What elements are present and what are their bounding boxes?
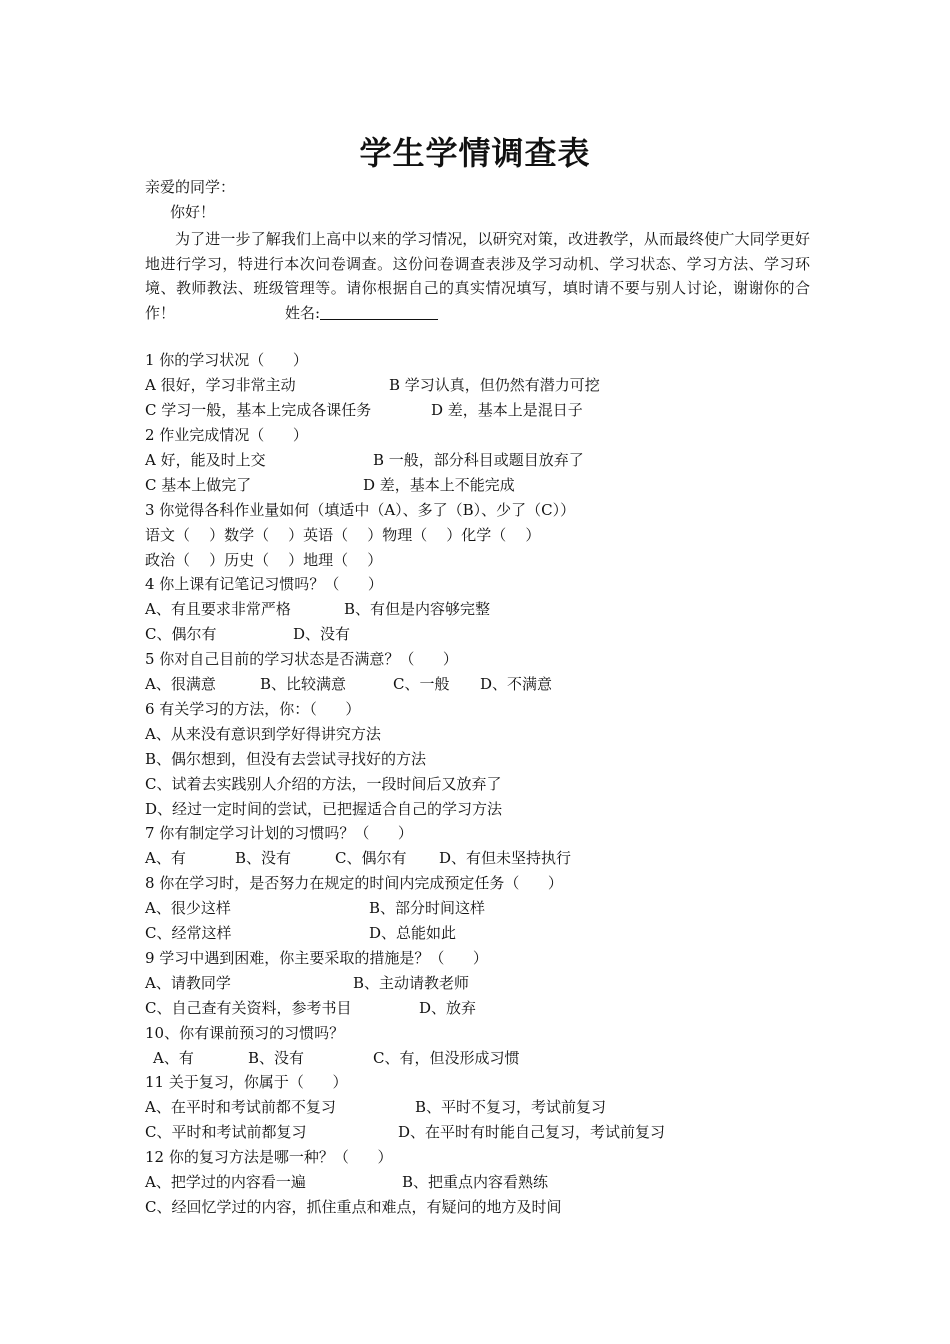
question-2: 2 作业完成情况（ ） — [145, 426, 308, 444]
q4-option-a[interactable]: A、有且要求非常严格 — [145, 600, 291, 618]
q2-option-c[interactable]: C 基本上做完了 — [145, 476, 252, 494]
question-8: 8 你在学习时，是否努力在规定的时间内完成预定任务（ ） — [145, 874, 563, 892]
q11-option-a[interactable]: A、在平时和考试前都不复习 — [145, 1098, 336, 1116]
q2-option-b[interactable]: B 一般，部分科目或题目放弃了 — [373, 451, 584, 469]
question-6: 6 有关学习的方法，你：（ ） — [145, 700, 361, 718]
q4-option-b[interactable]: B、有但是内容够完整 — [344, 600, 491, 618]
question-5: 5 你对自己目前的学习状态是否满意？（ ） — [145, 650, 458, 668]
q7-option-b[interactable]: B、没有 — [235, 849, 292, 867]
q12-option-c[interactable]: C、经回忆学过的内容，抓住重点和难点，有疑问的地方及时间 — [145, 1198, 562, 1216]
q8-option-a[interactable]: A、很少这样 — [145, 899, 231, 917]
q7-option-d[interactable]: D、有但未坚持执行 — [439, 849, 572, 867]
question-3: 3 你觉得各科作业量如何（填适中（A）、多了（B）、少了（C）） — [145, 501, 576, 519]
q1-option-c[interactable]: C 学习一般，基本上完成各课任务 — [145, 401, 372, 419]
q1-option-b[interactable]: B 学习认真，但仍然有潜力可挖 — [389, 376, 600, 394]
q3-subjects-row-2[interactable]: 政治（ ）历史（ ）地理（ ） — [145, 551, 383, 569]
q9-option-b[interactable]: B、主动请教老师 — [353, 974, 470, 992]
q12-option-b[interactable]: B、把重点内容看熟练 — [402, 1173, 549, 1191]
q4-option-d[interactable]: D、没有 — [293, 625, 351, 643]
q9-option-c[interactable]: C、自己查有关资料，参考书目 — [145, 999, 352, 1017]
page-title: 学生学情调查表 — [359, 134, 591, 172]
q7-option-a[interactable]: A、有 — [145, 849, 186, 867]
q7-option-c[interactable]: C、偶尔有 — [335, 849, 407, 867]
q5-option-d[interactable]: D、不满意 — [480, 675, 553, 693]
greeting: 亲爱的同学： — [145, 178, 236, 196]
q10-option-a[interactable]: A、有 — [153, 1049, 194, 1067]
q5-option-c[interactable]: C、一般 — [393, 675, 450, 693]
q2-option-a[interactable]: A 好，能及时上交 — [145, 451, 266, 469]
q8-option-b[interactable]: B、部分时间这样 — [369, 899, 486, 917]
q4-option-c[interactable]: C、偶尔有 — [145, 625, 217, 643]
q5-option-a[interactable]: A、很满意 — [145, 675, 216, 693]
name-field[interactable] — [320, 303, 438, 320]
q3-subjects-row-1[interactable]: 语文（ ）数学（ ）英语（ ）物理（ ）化学（ ） — [145, 526, 541, 544]
question-9: 9 学习中遇到困难，你主要采取的措施是？（ ） — [145, 949, 488, 967]
q10-option-b[interactable]: B、没有 — [248, 1049, 305, 1067]
question-4: 4 你上课有记笔记习惯吗？（ ） — [145, 575, 383, 593]
q11-option-d[interactable]: D、在平时有时能自己复习，考试前复习 — [398, 1123, 666, 1141]
question-11: 11 关于复习，你属于（ ） — [145, 1073, 348, 1091]
name-label: 姓名: — [285, 304, 321, 323]
q1-option-d[interactable]: D 差，基本上是混日子 — [431, 401, 583, 419]
q10-option-c[interactable]: C、有，但没形成习惯 — [373, 1049, 520, 1067]
q6-option-d[interactable]: D、经过一定时间的尝试，已把握适合自己的学习方法 — [145, 800, 503, 818]
q11-option-b[interactable]: B、平时不复习，考试前复习 — [415, 1098, 607, 1116]
question-10: 10、你有课前预习的习惯吗？ — [145, 1024, 345, 1042]
question-12: 12 你的复习方法是哪一种？（ ） — [145, 1148, 393, 1166]
q8-option-c[interactable]: C、经常这样 — [145, 924, 232, 942]
intro-text: 为了进一步了解我们上高中以来的学习情况，以研究对策，改进教学，从而最终使广大同学更好地进行学习，特进行本次问卷调查。这份问卷调查表涉及学习动机、学习状态、学习方法、学习环境、教师教法、班级管理等。请你根据自己的真实情况填写，填时请不要与别人讨论，谢谢你的合作！ — [145, 230, 810, 323]
intro-paragraph — [145, 227, 810, 326]
q6-option-b[interactable]: B、偶尔想到，但没有去尝试寻找好的方法 — [145, 750, 427, 768]
question-7: 7 你有制定学习计划的习惯吗？（ ） — [145, 824, 413, 842]
q5-option-b[interactable]: B、比较满意 — [260, 675, 347, 693]
q6-option-c[interactable]: C、试着去实践别人介绍的方法，一段时间后又放弃了 — [145, 775, 502, 793]
q9-option-d[interactable]: D、放弃 — [419, 999, 477, 1017]
hello: 你好！ — [170, 203, 216, 221]
q11-option-c[interactable]: C、平时和考试前都复习 — [145, 1123, 307, 1141]
q12-option-a[interactable]: A、把学过的内容看一遍 — [145, 1173, 306, 1191]
q9-option-a[interactable]: A、请教同学 — [145, 974, 231, 992]
question-1: 1 你的学习状况（ ） — [145, 351, 308, 369]
q8-option-d[interactable]: D、总能如此 — [369, 924, 457, 942]
q2-option-d[interactable]: D 差，基本上不能完成 — [363, 476, 515, 494]
q1-option-a[interactable]: A 很好，学习非常主动 — [145, 376, 296, 394]
q6-option-a[interactable]: A、从来没有意识到学好得讲究方法 — [145, 725, 381, 743]
